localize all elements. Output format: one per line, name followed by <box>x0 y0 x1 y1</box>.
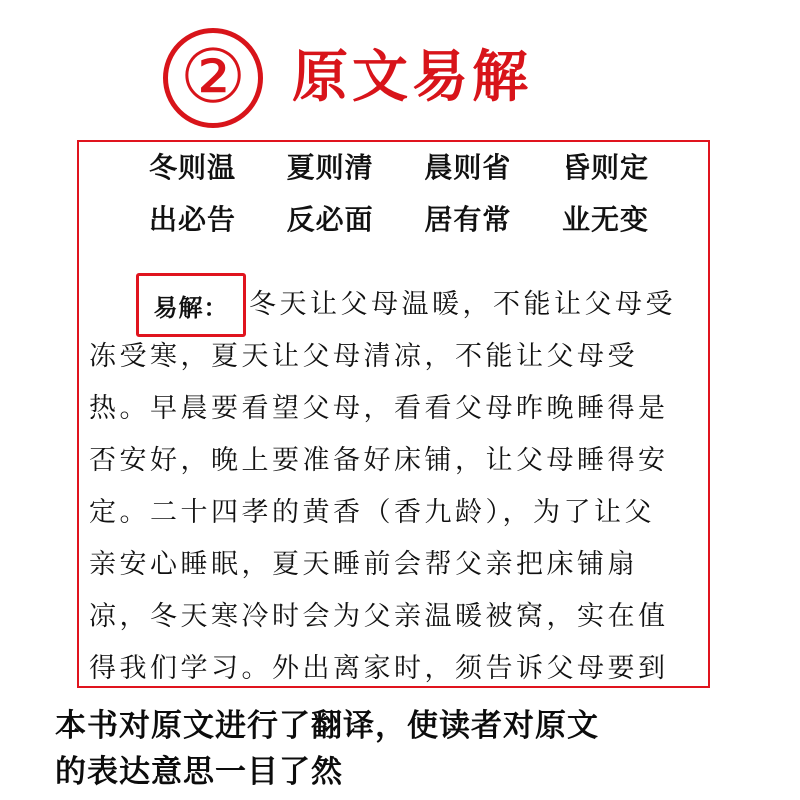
verse-phrase: 反必面 <box>286 203 374 236</box>
explanation-line: 得我们学习。外出离家时，须告诉父母要到 <box>89 653 669 684</box>
section-title: 原文易解 <box>292 45 532 110</box>
caption-line: 本书对原文进行了翻译，使读者对原文 <box>55 708 599 744</box>
verse-phrase: 居有常 <box>424 203 512 236</box>
verse-row <box>149 202 649 238</box>
verse-row <box>149 150 649 186</box>
verse-phrase: 出必告 <box>149 203 237 236</box>
section-header <box>0 22 800 132</box>
verse-phrase: 昏则定 <box>561 151 649 184</box>
explanation-line: 冻受寒，夏天让父母清凉，不能让父母受 <box>89 341 638 372</box>
verse-phrase: 晨则省 <box>424 151 512 184</box>
verse-phrase: 夏则清 <box>286 151 374 184</box>
section-number-badge: ② <box>163 28 263 128</box>
explanation-label: 易解： <box>136 273 246 337</box>
explanation-line: 定。二十四孝的黄香（香九龄），为了让父 <box>89 497 655 528</box>
explanation-line: 冬天让父母温暖，不能让父母受 <box>249 289 676 320</box>
content-frame <box>77 140 710 688</box>
explanation-line: 否安好，晚上要准备好床铺，让父母睡得安 <box>89 445 669 476</box>
verse-phrase: 业无变 <box>561 203 649 236</box>
caption-line: 的表达意思一目了然 <box>55 754 343 790</box>
explanation-line: 热。早晨要看望父母，看看父母昨晚睡得是 <box>89 393 669 424</box>
explanation-line: 亲安心睡眠，夏天睡前会帮父亲把床铺扇 <box>89 549 638 580</box>
explanation-line: 凉，冬天寒冷时会为父亲温暖被窝，实在值 <box>89 601 669 632</box>
verse-phrase: 冬则温 <box>149 151 237 184</box>
